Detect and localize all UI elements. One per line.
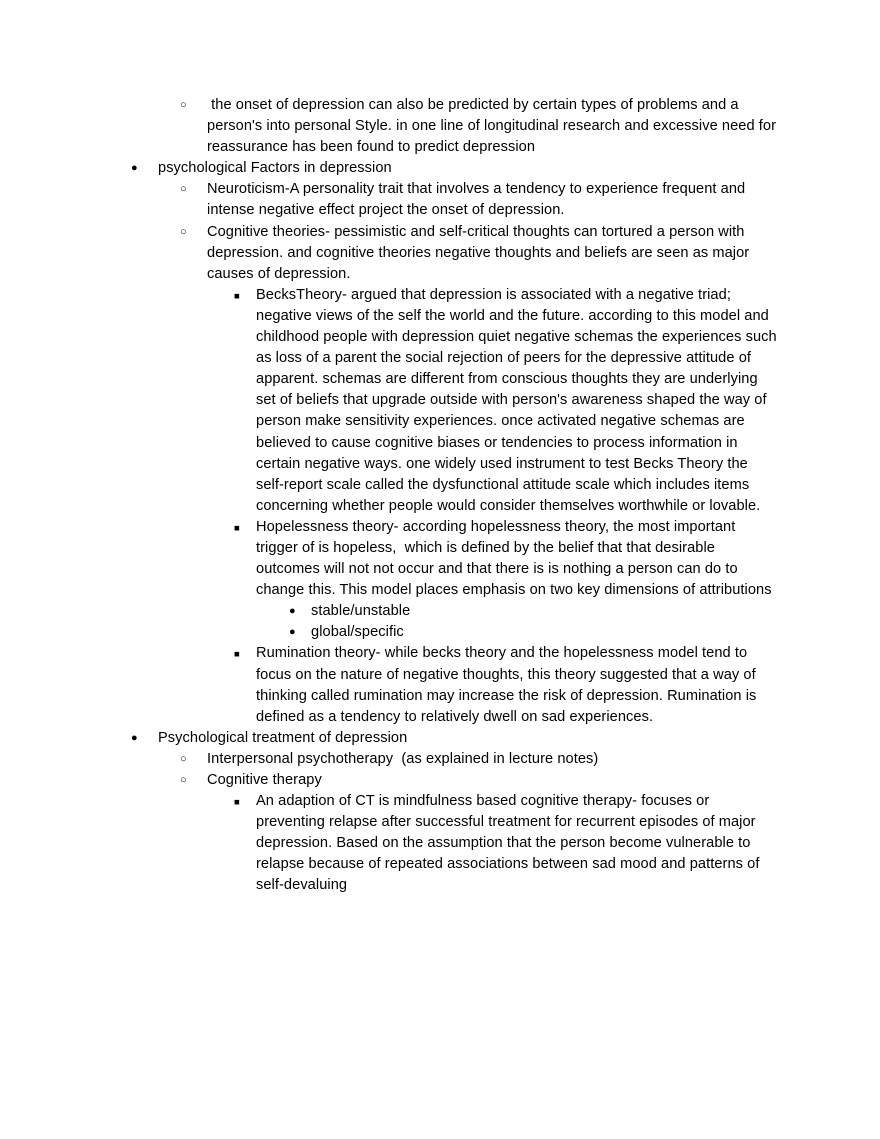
outline-item-text: Hopelessness theory- according hopelessness theory, the most important trigger of is hopeless, which is defined by the belief that that desirable outcomes will not not occur and that there is is nothing a person can do to change this. This model places emphasis on two key dimensions of attributions: [256, 518, 772, 599]
outline-item-row: [0, 517, 880, 601]
outline-item-row: [0, 95, 880, 158]
outline-item-row: [0, 643, 880, 727]
outline-item-text: Psychological treatment of depression: [158, 729, 408, 746]
outline-list: [0, 95, 880, 897]
outline-item: [0, 728, 880, 749]
outline-item-row: [0, 285, 880, 517]
filled-square-bullet-icon: [234, 644, 240, 665]
outline-item-text: Rumination theory- while becks theory and the hopelessness model tend to focus on the nature of negative thoughts, this theory suggested that a way of thinking called rumination may increase the risk of depression. Rumination is defined as a tendency to relatively dwell on sad experiences.: [256, 645, 761, 725]
outline-item: [0, 517, 880, 601]
filled-disc-bullet-icon: [289, 601, 296, 622]
outline-item-row: [0, 601, 880, 622]
filled-disc-bullet-icon: [131, 158, 138, 179]
hollow-circle-bullet-icon: [180, 179, 187, 200]
outline-item: [0, 601, 880, 622]
outline-item-row: [0, 728, 880, 749]
outline-item-text: the onset of depression can also be predicted by certain types of problems and a person's into personal Style. in one line of longitudinal research and excessive need for reassurance has been found to predict depression: [207, 97, 781, 156]
outline-item-row: [0, 622, 880, 643]
outline-item: [0, 791, 880, 896]
outline-item: [0, 285, 880, 517]
outline-item-text: psychological Factors in depression: [158, 160, 392, 177]
outline-item-text: Cognitive theories- pessimistic and self-critical thoughts can tortured a person with depression. and cognitive theories negative thoughts and beliefs are seen as major causes of depression.: [207, 223, 754, 282]
outline-item-text: An adaption of CT is mindfulness based cognitive therapy- focuses or preventing relapse after successful treatment for recurrent episodes of major depression. Based on the assumption that the person become vulnerable to relapse because of repeated associations between sad mood and patterns of self-devaluing: [256, 793, 764, 894]
hollow-circle-bullet-icon: [180, 770, 187, 791]
hollow-circle-bullet-icon: [180, 95, 187, 116]
outline-item-text: global/specific: [311, 624, 404, 641]
filled-square-bullet-icon: [234, 286, 240, 307]
hollow-circle-bullet-icon: [180, 749, 187, 770]
outline-item: [0, 643, 880, 727]
outline-item-text: BecksTheory- argued that depression is associated with a negative triad; negative views of the self the world and the future. according to this model and childhood people with depression quiet negative schemas the experiences such as loss of a parent the social rejection of peers for the depressive attitude of apparent. schemas are different from conscious thoughts they are underlying set of beliefs that upgrade outside with person's awareness shaped the way of person make sensitivity experiences. once activated negative schemas are believed to cause cognitive biases or tendencies to process information in certain negative ways. one widely used instrument to test Becks Theory the self-report scale called the dysfunctional attitude scale which includes items concerning whether people would consider themselves worthwhile or lovable.: [256, 286, 781, 514]
outline-item: [0, 622, 880, 643]
outline-item: [0, 95, 880, 158]
outline-item-text: stable/unstable: [311, 603, 411, 620]
hollow-circle-bullet-icon: [180, 222, 187, 243]
filled-square-bullet-icon: [234, 518, 240, 539]
outline-item-row: [0, 770, 880, 791]
filled-disc-bullet-icon: [131, 728, 138, 749]
outline-item-text: Neuroticism-A personality trait that involves a tendency to experience frequent and intense negative effect project the onset of depression.: [207, 181, 750, 219]
outline-item: [0, 749, 880, 770]
outline-item-row: [0, 222, 880, 285]
outline-item-text: Interpersonal psychotherapy (as explained in lecture notes): [207, 750, 599, 767]
outline-item: [0, 158, 880, 179]
outline-item-row: [0, 158, 880, 179]
outline-item: [0, 179, 880, 221]
outline-item: [0, 770, 880, 791]
outline-item-row: [0, 749, 880, 770]
filled-square-bullet-icon: [234, 792, 240, 813]
outline-item-row: [0, 791, 880, 896]
outline-item-row: [0, 179, 880, 221]
filled-disc-bullet-icon: [289, 622, 296, 643]
outline-item-text: Cognitive therapy: [207, 772, 322, 788]
outline-item: [0, 222, 880, 285]
document-body: [0, 95, 880, 897]
